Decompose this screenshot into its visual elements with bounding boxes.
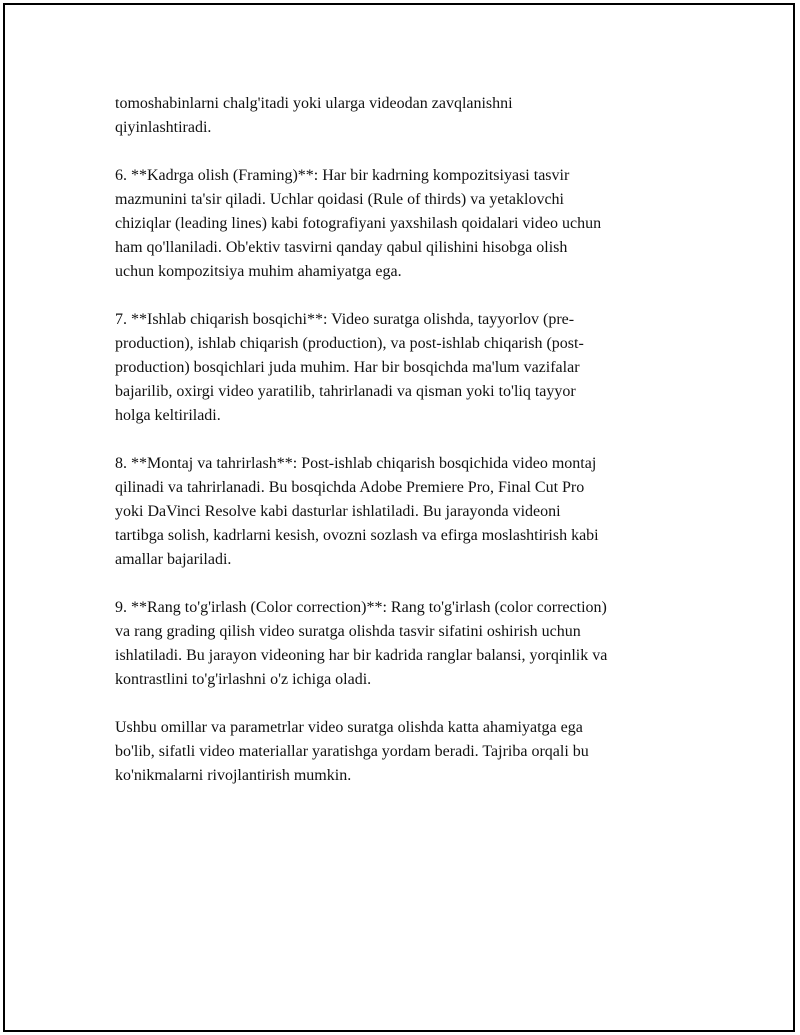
document-body [115,92,697,812]
paragraph-conclusion: Ushbu omillar va parametrlar video suratga olishda katta ahamiyatga ega bo'lib, sifatli video materiallar yaratishga yordam beradi. Tajriba orqali bu ko'nikmalarni rivojlantirish mumkin. [115,719,589,784]
paragraph-production-stages: 7. **Ishlab chiqarish bosqichi**: Video suratga olishda, tayyorlov (pre- production), ishlab chiqarish (production), va post-ishlab chiqarish (post- production) bosqichlari juda muhim. Har bir bosqichda ma'lum vazifalar bajarilib, oxirgi video yaratilib, tahrirlanadi va qisman yoki to'liq tayyor holga keltiriladi. [115,311,584,424]
paragraph-continuation: tomoshabinlarni chalg'itadi yoki ularga videodan zavqlanishni qiyinlashtiradi. [115,95,513,136]
paragraph-editing: 8. **Montaj va tahrirlash**: Post-ishlab chiqarish bosqichida video montaj qilinadi va tahrirlanadi. Bu bosqichda Adobe Premiere Pro, Final Cut Pro yoki DaVinci Resolve kabi dasturlar ishlatiladi. Bu jarayonda videoni tartibga solish, kadrlarni kesish, ovozni sozlash va efirga moslashtirish kabi amallar bajariladi. [115,455,599,568]
paragraph-color-correction: 9. **Rang to'g'irlash (Color correction)**: Rang to'g'irlash (color correction) va rang grading qilish video suratga olishda tasvir sifatini oshirish uchun ishlatiladi. Bu jarayon videoning har bir kadrida ranglar balansi, yorqinlik va kontrastlini to'g'irlashni o'z ichiga oladi. [115,599,608,688]
paragraph-framing: 6. **Kadrga olish (Framing)**: Har bir kadrning kompozitsiyasi tasvir mazmunini ta'sir qiladi. Uchlar qoidasi (Rule of thirds) va yetaklovchi chiziqlar (leading lines) kabi fotografiyani yaxshilash qoidalari video uchun ham qo'llaniladi. Ob'ektiv tasvirni qanday qabul qilishini hisobga olish uchun kompozitsiya muhim ahamiyatga ega. [115,167,602,280]
